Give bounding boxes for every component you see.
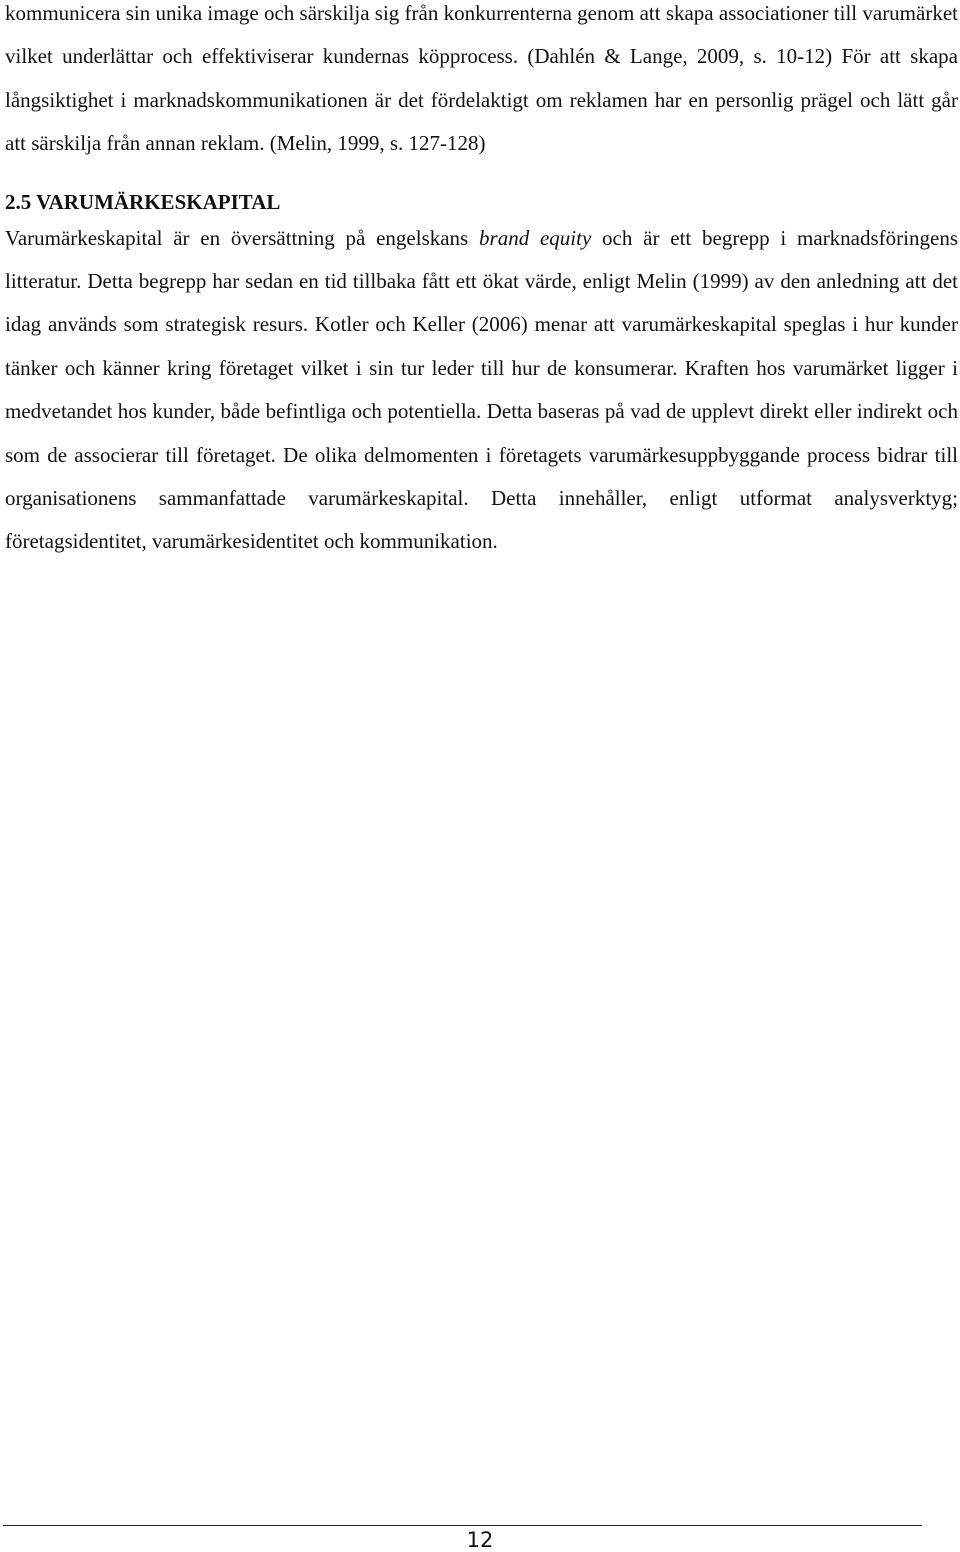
paragraph-varumarkeskapital <box>5 217 958 564</box>
section-heading: 2.5 VARUMÄRKESKAPITAL <box>5 189 281 214</box>
document-page <box>5 0 958 564</box>
paragraph-text-rest: och är ett begrepp i marknadsföringens litteratur. Detta begrepp har sedan en tid tillbaka fått ett ökat värde, enligt Melin (1999) av den anledning att det idag används som strategisk resurs. Kotler och Keller (2006) menar att varumärkeskapital speglas i hur kunder tänker och känner kring företaget vilket i sin tur leder till hur de konsumerar. Kraften hos varumärket ligger i medvetandet hos kunder, både befintliga och potentiella. Detta baseras på vad de upplevt direkt eller indirekt och som de associerar till företaget. De olika delmomenten i företagets varumärkesuppbyggande process bidrar till organisationens sammanfattade varumärkeskapital. Detta innehåller, enligt utformat analysverktyg; företagsidentitet, varumärkesidentitet och kommunikation. <box>5 225 958 554</box>
paragraph-text-start: Varumärkeskapital är en översättning på engelskans <box>5 225 480 250</box>
paragraph-continuation: kommunicera sin unika image och särskilja sig från konkurrenterna genom att skapa associationer till varumärket vilket underlättar och effektiviserar kundernas köpprocess. (Dahlén & Lange, 2009, s. 10-12) För att skapa långsiktighet i marknadskommunikationen är det fördelaktigt om reklamen har en personlig prägel och lätt går att särskilja från annan reklam. (Melin, 1999, s. 127-128) <box>5 1 958 156</box>
footer-rule <box>3 1525 922 1526</box>
italic-term: brand equity <box>479 225 592 250</box>
page-number: 12 <box>466 1528 494 1552</box>
